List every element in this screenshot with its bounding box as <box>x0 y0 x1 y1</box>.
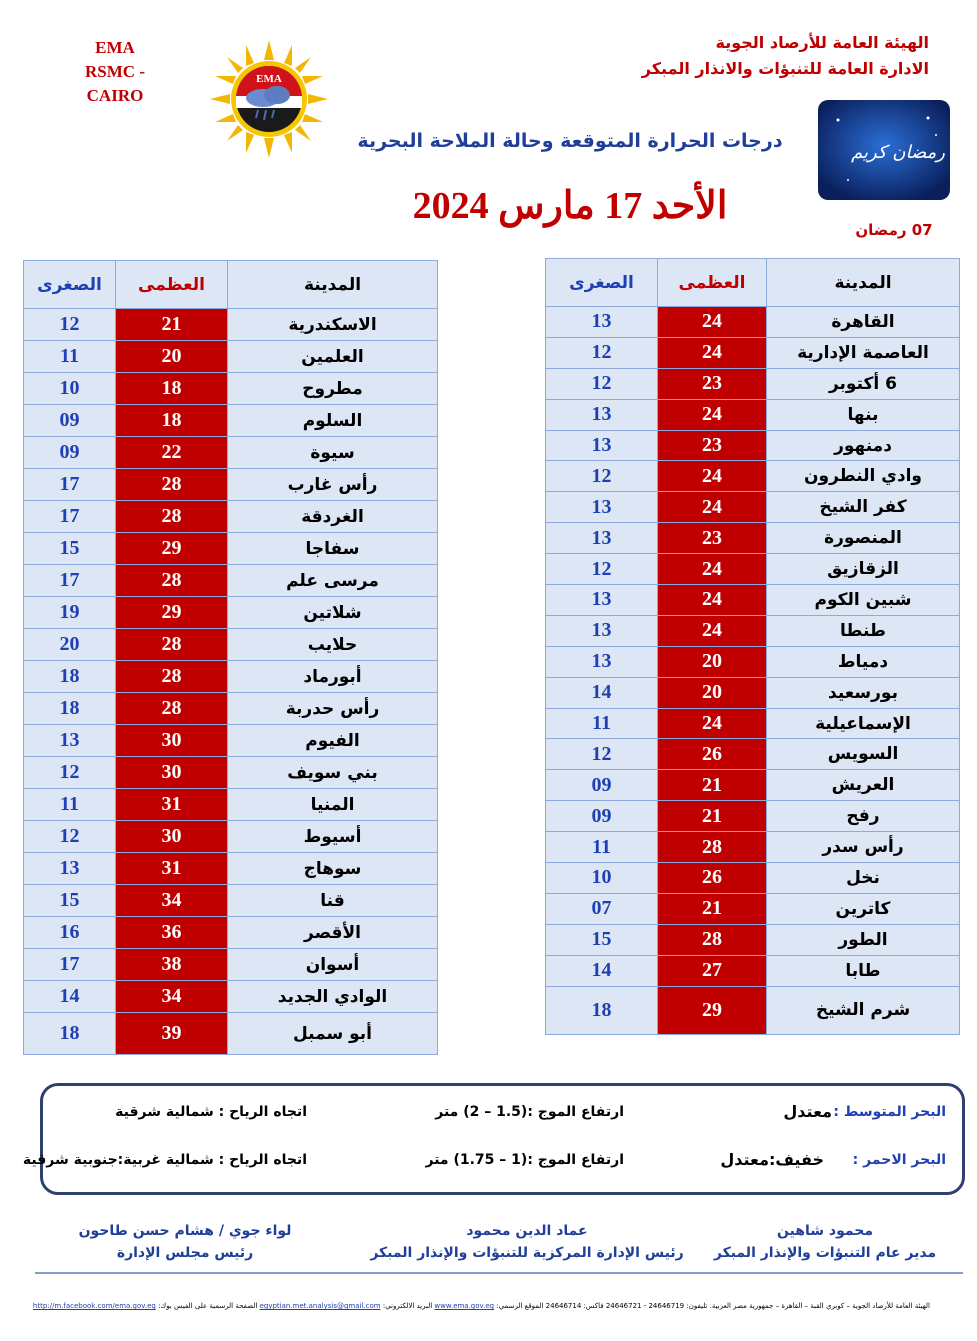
signature-left <box>70 1220 300 1264</box>
min-temp-cell: 13 <box>546 646 658 677</box>
min-temp-cell: 18 <box>24 661 116 693</box>
signature-right <box>700 1220 950 1264</box>
max-temp-cell: 24 <box>658 615 767 646</box>
min-temp-cell: 20 <box>24 629 116 661</box>
city-name-cell: شبين الكوم <box>767 585 960 616</box>
max-temp-cell: 21 <box>658 801 767 832</box>
sea-state-med: معتدل <box>783 1102 832 1121</box>
city-name-cell: وادي النطرون <box>767 461 960 492</box>
max-temp-cell: 39 <box>116 1013 228 1055</box>
min-temp-cell: 15 <box>546 924 658 955</box>
city-name-cell: حلايب <box>228 629 438 661</box>
min-temp-cell: 13 <box>546 307 658 338</box>
max-temp-cell: 20 <box>116 341 228 373</box>
table-row <box>24 629 438 661</box>
table-row <box>24 309 438 341</box>
max-temp-cell: 28 <box>116 629 228 661</box>
org-english-name: EMA <box>95 38 135 57</box>
table-row <box>24 789 438 821</box>
max-temp-cell: 28 <box>116 565 228 597</box>
table-row <box>24 501 438 533</box>
svg-text:EMA: EMA <box>256 73 282 85</box>
city-name-cell: شرم الشيخ <box>767 986 960 1034</box>
min-temp-cell: 18 <box>24 1013 116 1055</box>
max-temp-cell: 23 <box>658 523 767 554</box>
max-temp-cell: 28 <box>116 693 228 725</box>
city-name-cell: أسيوط <box>228 821 438 853</box>
max-temp-cell: 28 <box>116 469 228 501</box>
max-temp-cell: 30 <box>116 821 228 853</box>
city-name-cell: أبورماد <box>228 661 438 693</box>
max-temp-cell: 29 <box>658 986 767 1034</box>
table-row <box>24 981 438 1013</box>
column-header-max: العظمى <box>116 261 228 309</box>
city-name-cell: بورسعيد <box>767 677 960 708</box>
signature-right-name: محمود شاهين <box>776 1223 874 1239</box>
city-name-cell: السلوم <box>228 405 438 437</box>
org-arabic-name: الهيئة العامة للأرصاد الجوية <box>715 33 929 52</box>
city-name-cell: العاصمة الإدارية <box>767 337 960 368</box>
city-name-cell: الأقصر <box>228 917 438 949</box>
max-temp-cell: 28 <box>658 924 767 955</box>
org-arabic-dept: الادارة العامة للتنبؤات والانذار المبكر <box>641 59 929 78</box>
table-row <box>546 430 960 461</box>
city-name-cell: سوهاج <box>228 853 438 885</box>
city-name-cell: الزقازيق <box>767 554 960 585</box>
sea-name-red: البحر الاحمر : <box>852 1152 946 1168</box>
forecast-date: الأحد 17 مارس 2024 <box>412 185 728 227</box>
city-name-cell: 6 أكتوبر <box>767 368 960 399</box>
min-temp-cell: 09 <box>546 801 658 832</box>
table-row <box>24 661 438 693</box>
max-temp-cell: 27 <box>658 955 767 986</box>
table-row <box>546 770 960 801</box>
city-name-cell: السويس <box>767 739 960 770</box>
city-name-cell: نخل <box>767 863 960 894</box>
signature-center-name: عماد الدين محمود <box>466 1223 588 1239</box>
min-temp-cell: 15 <box>24 885 116 917</box>
table-row <box>546 893 960 924</box>
min-temp-cell: 16 <box>24 917 116 949</box>
max-temp-cell: 31 <box>116 789 228 821</box>
min-temp-cell: 12 <box>546 368 658 399</box>
max-temp-cell: 29 <box>116 597 228 629</box>
min-temp-cell: 12 <box>24 821 116 853</box>
max-temp-cell: 31 <box>116 853 228 885</box>
right-temperature-table <box>545 258 960 1035</box>
table-row <box>24 885 438 917</box>
city-name-cell: القاهرة <box>767 307 960 338</box>
max-temp-cell: 24 <box>658 337 767 368</box>
footer-divider <box>35 1272 963 1274</box>
max-temp-cell: 20 <box>658 646 767 677</box>
city-name-cell: طابا <box>767 955 960 986</box>
max-temp-cell: 21 <box>116 309 228 341</box>
max-temp-cell: 21 <box>658 770 767 801</box>
table-row <box>24 373 438 405</box>
min-temp-cell: 13 <box>24 725 116 757</box>
city-name-cell: أبو سمبل <box>228 1013 438 1055</box>
ramadan-kareem-art <box>818 100 950 218</box>
table-row <box>24 853 438 885</box>
table-row <box>546 646 960 677</box>
min-temp-cell: 15 <box>24 533 116 565</box>
svg-text:رمضان كريم: رمضان كريم <box>851 142 945 163</box>
max-temp-cell: 36 <box>116 917 228 949</box>
max-temp-cell: 34 <box>116 885 228 917</box>
city-name-cell: رأس سدر <box>767 832 960 863</box>
min-temp-cell: 10 <box>546 863 658 894</box>
max-temp-cell: 24 <box>658 492 767 523</box>
table-row <box>546 615 960 646</box>
max-temp-cell: 26 <box>658 739 767 770</box>
min-temp-cell: 13 <box>546 430 658 461</box>
city-name-cell: شلاتين <box>228 597 438 629</box>
signature-left-name: لواء جوي / هشام حسن طاحون <box>78 1223 292 1239</box>
footer-email-link[interactable]: egyptian.met.analysis@gmail.com <box>259 1302 381 1310</box>
table-row <box>24 437 438 469</box>
min-temp-cell: 11 <box>24 341 116 373</box>
table-row <box>546 955 960 986</box>
sea-row-red <box>22 1150 962 1182</box>
table-row <box>546 986 960 1034</box>
table-row <box>24 405 438 437</box>
min-temp-cell: 17 <box>24 565 116 597</box>
sea-name-med: البحر المتوسط : <box>833 1104 946 1120</box>
min-temp-cell: 13 <box>546 615 658 646</box>
max-temp-cell: 34 <box>116 981 228 1013</box>
table-row <box>546 801 960 832</box>
min-temp-cell: 13 <box>546 492 658 523</box>
footer-contact <box>32 1302 930 1310</box>
table-row <box>546 585 960 616</box>
max-temp-cell: 28 <box>116 501 228 533</box>
org-arabic-block <box>642 30 929 82</box>
column-header-city: المدينة <box>228 261 438 309</box>
table-row <box>546 307 960 338</box>
min-temp-cell: 13 <box>546 523 658 554</box>
city-name-cell: المنصورة <box>767 523 960 554</box>
signature-left-title: رئيس مجلس الإدارة <box>116 1245 254 1261</box>
wave-height-med: ارتفاع الموج :(1.5 – 2) متر <box>435 1104 624 1120</box>
table-row <box>24 917 438 949</box>
footer-email-label: البريد الالكتروني: <box>382 1302 433 1310</box>
table-row <box>546 832 960 863</box>
city-name-cell: سيوة <box>228 437 438 469</box>
max-temp-cell: 24 <box>658 461 767 492</box>
max-temp-cell: 38 <box>116 949 228 981</box>
min-temp-cell: 12 <box>546 554 658 585</box>
max-temp-cell: 21 <box>658 893 767 924</box>
city-name-cell: الغردقة <box>228 501 438 533</box>
city-name-cell: رأس غارب <box>228 469 438 501</box>
footer-address: الهيئة العامة للأرصاد الجوية – كوبري القبة – القاهرة – جمهورية مصر العربية. تليفون: 24646719 - 24646721 فاكس: 24646714 الموقع الرسمي: <box>496 1302 930 1310</box>
wave-height-red: ارتفاع الموج :(1 – 1.75) متر <box>425 1152 624 1168</box>
min-temp-cell: 18 <box>24 693 116 725</box>
city-name-cell: مطروح <box>228 373 438 405</box>
city-name-cell: الطور <box>767 924 960 955</box>
sea-state-box <box>22 1083 965 1195</box>
footer-website-link[interactable]: www.ema.gov.eg <box>434 1302 495 1310</box>
left-temperature-table <box>23 260 438 1055</box>
table-row <box>24 949 438 981</box>
min-temp-cell: 07 <box>546 893 658 924</box>
min-temp-cell: 12 <box>546 337 658 368</box>
min-temp-cell: 11 <box>24 789 116 821</box>
max-temp-cell: 30 <box>116 757 228 789</box>
hijri-date: 07 رمضان <box>855 221 933 239</box>
min-temp-cell: 13 <box>24 853 116 885</box>
table-row <box>546 677 960 708</box>
max-temp-cell: 26 <box>658 863 767 894</box>
min-temp-cell: 11 <box>546 832 658 863</box>
table-row <box>546 863 960 894</box>
max-temp-cell: 28 <box>116 661 228 693</box>
table-row <box>546 924 960 955</box>
city-name-cell: الإسماعيلية <box>767 708 960 739</box>
signature-center <box>362 1220 692 1264</box>
max-temp-cell: 24 <box>658 585 767 616</box>
city-name-cell: الفيوم <box>228 725 438 757</box>
city-name-cell: المنيا <box>228 789 438 821</box>
min-temp-cell: 13 <box>546 399 658 430</box>
table-row <box>546 554 960 585</box>
signature-right-title: مدير عام التنبؤات والإنذار المبكر <box>713 1245 937 1261</box>
table-row <box>24 565 438 597</box>
city-name-cell: قنا <box>228 885 438 917</box>
city-name-cell: بني سويف <box>228 757 438 789</box>
max-temp-cell: 23 <box>658 430 767 461</box>
city-name-cell: كاترين <box>767 893 960 924</box>
city-name-cell: طنطا <box>767 615 960 646</box>
table-row <box>24 533 438 565</box>
min-temp-cell: 19 <box>24 597 116 629</box>
max-temp-cell: 29 <box>116 533 228 565</box>
table-row <box>546 708 960 739</box>
min-temp-cell: 13 <box>546 585 658 616</box>
min-temp-cell: 14 <box>546 955 658 986</box>
min-temp-cell: 14 <box>24 981 116 1013</box>
table-row <box>24 341 438 373</box>
table-row <box>546 739 960 770</box>
table-row <box>546 523 960 554</box>
table-row <box>24 1013 438 1055</box>
wind-direction-red: اتجاه الرياح : شمالية غربية:جنوبية شرقية <box>22 1152 307 1168</box>
max-temp-cell: 20 <box>658 677 767 708</box>
sun-cloud-icon <box>210 40 328 158</box>
sea-state-red: خفيف:معتدل <box>720 1150 824 1169</box>
city-name-cell: رأس حدربة <box>228 693 438 725</box>
city-name-cell: الاسكندرية <box>228 309 438 341</box>
table-row <box>546 461 960 492</box>
min-temp-cell: 09 <box>546 770 658 801</box>
column-header-max: العظمى <box>658 259 767 307</box>
table-row <box>24 469 438 501</box>
table-row <box>24 693 438 725</box>
city-name-cell: مرسى علم <box>228 565 438 597</box>
ema-logo <box>210 40 328 158</box>
max-temp-cell: 24 <box>658 554 767 585</box>
min-temp-cell: 12 <box>546 461 658 492</box>
footer-facebook-link[interactable]: http://m.facebook.com/ema.gov.eg <box>32 1302 156 1310</box>
city-name-cell: العلمين <box>228 341 438 373</box>
max-temp-cell: 24 <box>658 307 767 338</box>
table-row <box>24 821 438 853</box>
table-row <box>546 337 960 368</box>
column-header-min: الصغرى <box>546 259 658 307</box>
org-english-rsmc: RSMC - CAIRO <box>85 62 145 105</box>
min-temp-cell: 11 <box>546 708 658 739</box>
column-header-min: الصغرى <box>24 261 116 309</box>
city-name-cell: دمياط <box>767 646 960 677</box>
city-name-cell: بنها <box>767 399 960 430</box>
max-temp-cell: 18 <box>116 405 228 437</box>
wind-direction-med: اتجاه الرياح : شمالية شرقية <box>115 1104 307 1120</box>
city-name-cell: العريش <box>767 770 960 801</box>
min-temp-cell: 12 <box>24 309 116 341</box>
max-temp-cell: 30 <box>116 725 228 757</box>
table-row <box>24 725 438 757</box>
max-temp-cell: 24 <box>658 399 767 430</box>
min-temp-cell: 10 <box>24 373 116 405</box>
min-temp-cell: 12 <box>546 739 658 770</box>
signature-center-title: رئيس الإدارة المركزية للتنبؤات والإنذار المبكر <box>370 1245 684 1261</box>
max-temp-cell: 23 <box>658 368 767 399</box>
footer-facebook-label: الصفحة الرسمية على الفيس بوك: <box>158 1302 258 1310</box>
min-temp-cell: 18 <box>546 986 658 1034</box>
city-name-cell: كفر الشيخ <box>767 492 960 523</box>
sea-row-mediterranean <box>43 1104 962 1134</box>
min-temp-cell: 14 <box>546 677 658 708</box>
table-row <box>24 597 438 629</box>
max-temp-cell: 28 <box>658 832 767 863</box>
min-temp-cell: 09 <box>24 405 116 437</box>
table-row <box>546 492 960 523</box>
org-english-block <box>55 36 175 108</box>
max-temp-cell: 24 <box>658 708 767 739</box>
min-temp-cell: 17 <box>24 469 116 501</box>
city-name-cell: سفاجا <box>228 533 438 565</box>
table-row <box>24 757 438 789</box>
city-name-cell: رفح <box>767 801 960 832</box>
min-temp-cell: 12 <box>24 757 116 789</box>
min-temp-cell: 09 <box>24 437 116 469</box>
city-name-cell: دمنهور <box>767 430 960 461</box>
max-temp-cell: 18 <box>116 373 228 405</box>
column-header-city: المدينة <box>767 259 960 307</box>
city-name-cell: أسوان <box>228 949 438 981</box>
page-title: درجات الحرارة المتوقعة وحالة الملاحة البحرية <box>357 130 783 152</box>
min-temp-cell: 17 <box>24 949 116 981</box>
city-name-cell: الوادي الجديد <box>228 981 438 1013</box>
max-temp-cell: 22 <box>116 437 228 469</box>
table-row <box>546 368 960 399</box>
min-temp-cell: 17 <box>24 501 116 533</box>
table-row <box>546 399 960 430</box>
